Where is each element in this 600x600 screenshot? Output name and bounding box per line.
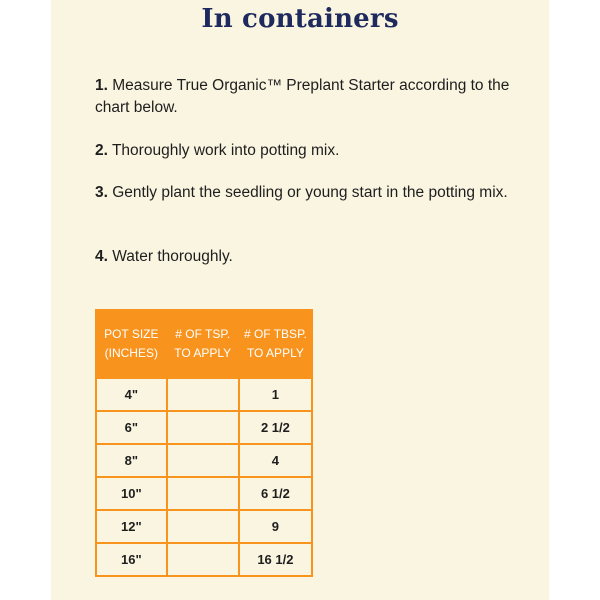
cell-tsp [167, 510, 239, 543]
cell-tbsp: 1 [239, 378, 312, 411]
cell-tsp [167, 444, 239, 477]
header-tbsp [239, 310, 312, 378]
step-text: Thoroughly work into potting mix. [107, 142, 340, 159]
content-panel [51, 0, 549, 600]
cell-tsp [167, 477, 239, 510]
cell-tbsp: 16 1/2 [239, 543, 312, 576]
cell-tsp [167, 378, 239, 411]
cell-tsp [167, 543, 239, 576]
cell-pot-size: 12" [96, 510, 167, 543]
cell-pot-size: 10" [96, 477, 167, 510]
table-row [96, 510, 312, 543]
step-number: 3. [95, 184, 108, 201]
step-number: 1. [95, 77, 108, 94]
header-line: # OF TSP. [175, 327, 231, 341]
cell-tsp [167, 411, 239, 444]
table-row [96, 411, 312, 444]
instruction-step-3 [95, 182, 515, 204]
table-header-row [96, 310, 312, 378]
header-line: # OF TBSP. [243, 327, 307, 341]
cell-tbsp: 9 [239, 510, 312, 543]
cell-tbsp: 4 [239, 444, 312, 477]
table-row [96, 444, 312, 477]
table-row [96, 543, 312, 576]
instruction-step-4 [95, 246, 515, 268]
cell-pot-size: 6" [96, 411, 167, 444]
step-text: Water thoroughly. [107, 248, 233, 265]
header-line: TO APPLY [246, 346, 304, 360]
cell-tbsp: 6 1/2 [239, 477, 312, 510]
page-title: In containers [201, 4, 399, 34]
step-text: Gently plant the seedling or young start in the potting mix. [107, 184, 508, 201]
cell-pot-size: 4" [96, 378, 167, 411]
table-row [96, 378, 312, 411]
header-line: POT SIZE [104, 327, 159, 341]
step-number: 4. [95, 248, 108, 265]
cell-pot-size: 8" [96, 444, 167, 477]
header-line: TO APPLY [174, 346, 232, 360]
header-pot-size [96, 310, 167, 378]
instruction-step-1 [95, 75, 515, 119]
cell-tbsp: 2 1/2 [239, 411, 312, 444]
application-rate-table [95, 309, 313, 577]
step-text: Measure True Organic™ Preplant Starter according to the chart below. [95, 77, 510, 116]
instruction-step-2 [95, 140, 515, 162]
step-number: 2. [95, 142, 108, 159]
header-line: (INCHES) [104, 346, 158, 360]
header-tsp [167, 310, 239, 378]
cell-pot-size: 16" [96, 543, 167, 576]
table-row [96, 477, 312, 510]
